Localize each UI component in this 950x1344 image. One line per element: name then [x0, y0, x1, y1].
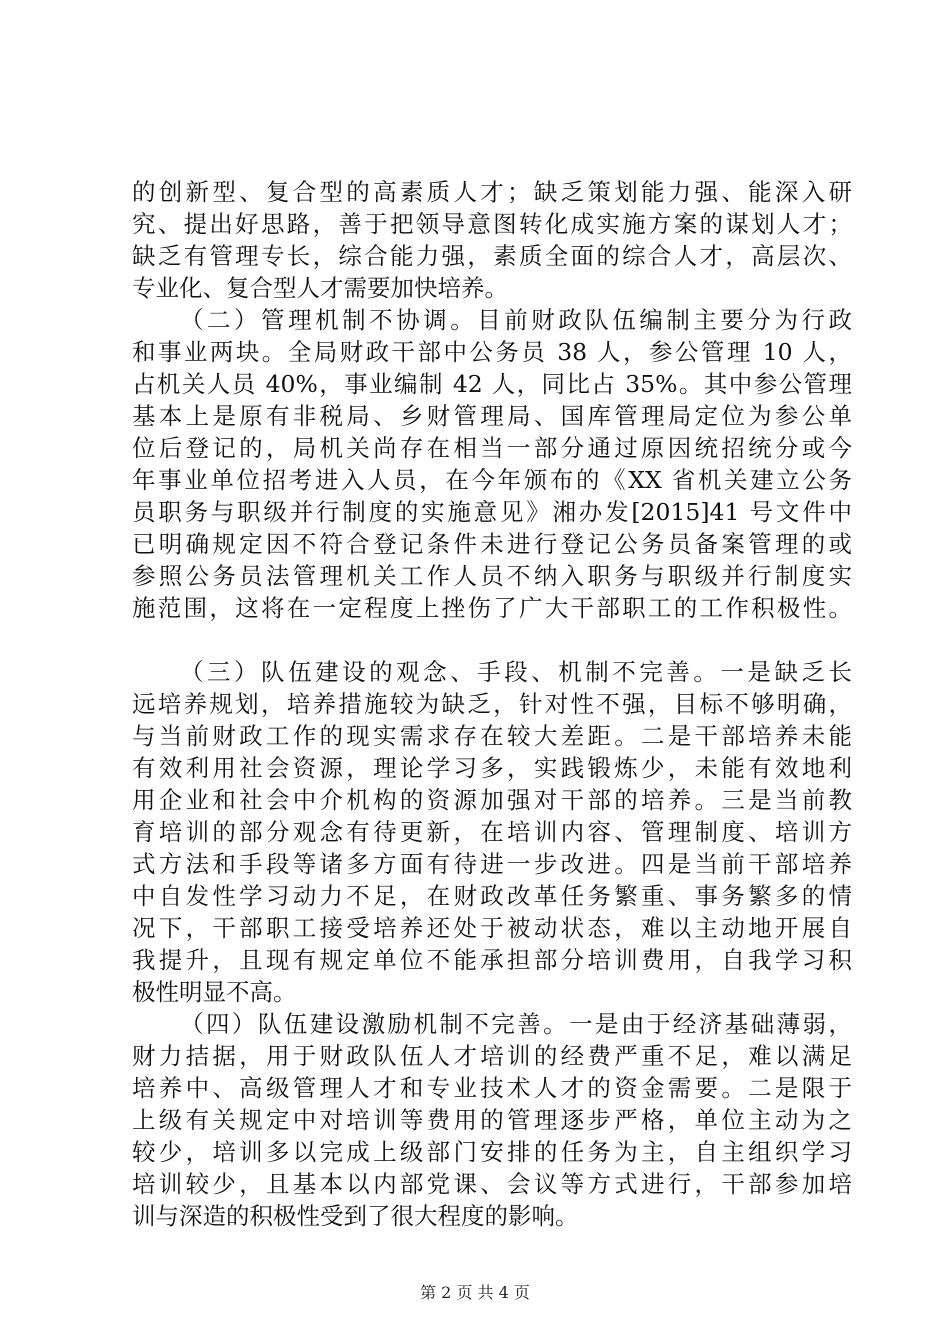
paragraph-line: 育培训的部分观念有待更新，在培训内容、管理制度、培训方: [132, 818, 852, 846]
paragraph-line: 财力拮据，用于财政队伍人才培训的经费严重不足，难以满足: [132, 1042, 852, 1070]
paragraph-line: 的创新型、复合型的高素质人才；缺乏策划能力强、能深入研: [132, 178, 852, 206]
paragraph-line: 参照公务员法管理机关工作人员不纳入职务与职级并行制度实: [132, 562, 852, 590]
paragraph-line: 我提升，且现有规定单位不能承担部分培训费用，自我学习积: [132, 946, 852, 974]
paragraph-line: 已明确规定因不符合登记条件未进行登记公务员备案管理的或: [132, 530, 852, 558]
paragraph-line: 基本上是原有非税局、乡财管理局、国库管理局定位为参公单: [132, 402, 852, 430]
paragraph-line: （二）管理机制不协调。目前财政队伍编制主要分为行政: [180, 306, 852, 334]
paragraph-line: 和事业两块。全局财政干部中公务员 38 人，参公管理 10 人，: [132, 338, 852, 366]
paragraph-line: 有效利用社会资源，理论学习多，实践锻炼少，未能有效地利: [132, 754, 852, 782]
paragraph-line: 位后登记的，局机关尚存在相当一部分通过原因统招统分或今: [132, 434, 852, 462]
paragraph-line: 训与深造的积极性受到了很大程度的影响。: [132, 1202, 579, 1230]
paragraph-line: 极性明显不高。: [132, 978, 297, 1006]
paragraph-line: 培训较少，且基本以内部党课、会议等方式进行，干部参加培: [132, 1170, 852, 1198]
paragraph-line: 究、提出好思路，善于把领导意图转化成实施方案的谋划人才；: [132, 210, 852, 238]
paragraph-line: 上级有关规定中对培训等费用的管理逐步严格，单位主动为之: [132, 1106, 852, 1134]
paragraph-line: 专业化、复合型人才需要加快培养。: [132, 274, 508, 302]
paragraph-line: 与当前财政工作的现实需求存在较大差距。二是干部培养未能: [132, 722, 852, 750]
paragraph-line: 员职务与职级并行制度的实施意见》湘办发[2015]41 号文件中: [132, 498, 852, 526]
paragraph-line: 远培养规划，培养措施较为缺乏，针对性不强，目标不够明确，: [132, 690, 852, 718]
paragraph-line: 用企业和社会中介机构的资源加强对干部的培养。三是当前教: [132, 786, 852, 814]
paragraph-line: 式方法和手段等诸多方面有待进一步改进。四是当前干部培养: [132, 850, 852, 878]
paragraph-line: 占机关人员 40%，事业编制 42 人，同比占 35%。其中参公管理: [132, 370, 852, 398]
paragraph-line: 施范围，这将在一定程度上挫伤了广大干部职工的工作积极性。: [132, 594, 852, 622]
paragraph-line: 况下，干部职工接受培养还处于被动状态，难以主动地开展自: [132, 914, 852, 942]
paragraph-line: （三）队伍建设的观念、手段、机制不完善。一是缺乏长: [180, 658, 852, 686]
paragraph-line: 缺乏有管理专长，综合能力强，素质全面的综合人才，高层次、: [132, 242, 852, 270]
paragraph-line: （四）队伍建设激励机制不完善。一是由于经济基础薄弱，: [180, 1010, 852, 1038]
paragraph-line: 培养中、高级管理人才和专业技术人才的资金需要。二是限于: [132, 1074, 852, 1102]
page-number-footer: 第 2 页 共 4 页: [420, 1283, 530, 1302]
paragraph-line: 年事业单位招考进入人员，在今年颁布的《XX 省机关建立公务: [132, 466, 852, 494]
paragraph-line: 中自发性学习动力不足，在财政改革任务繁重、事务繁多的情: [132, 882, 852, 910]
paragraph-line: 较少，培训多以完成上级部门安排的任务为主，自主组织学习: [132, 1138, 852, 1166]
